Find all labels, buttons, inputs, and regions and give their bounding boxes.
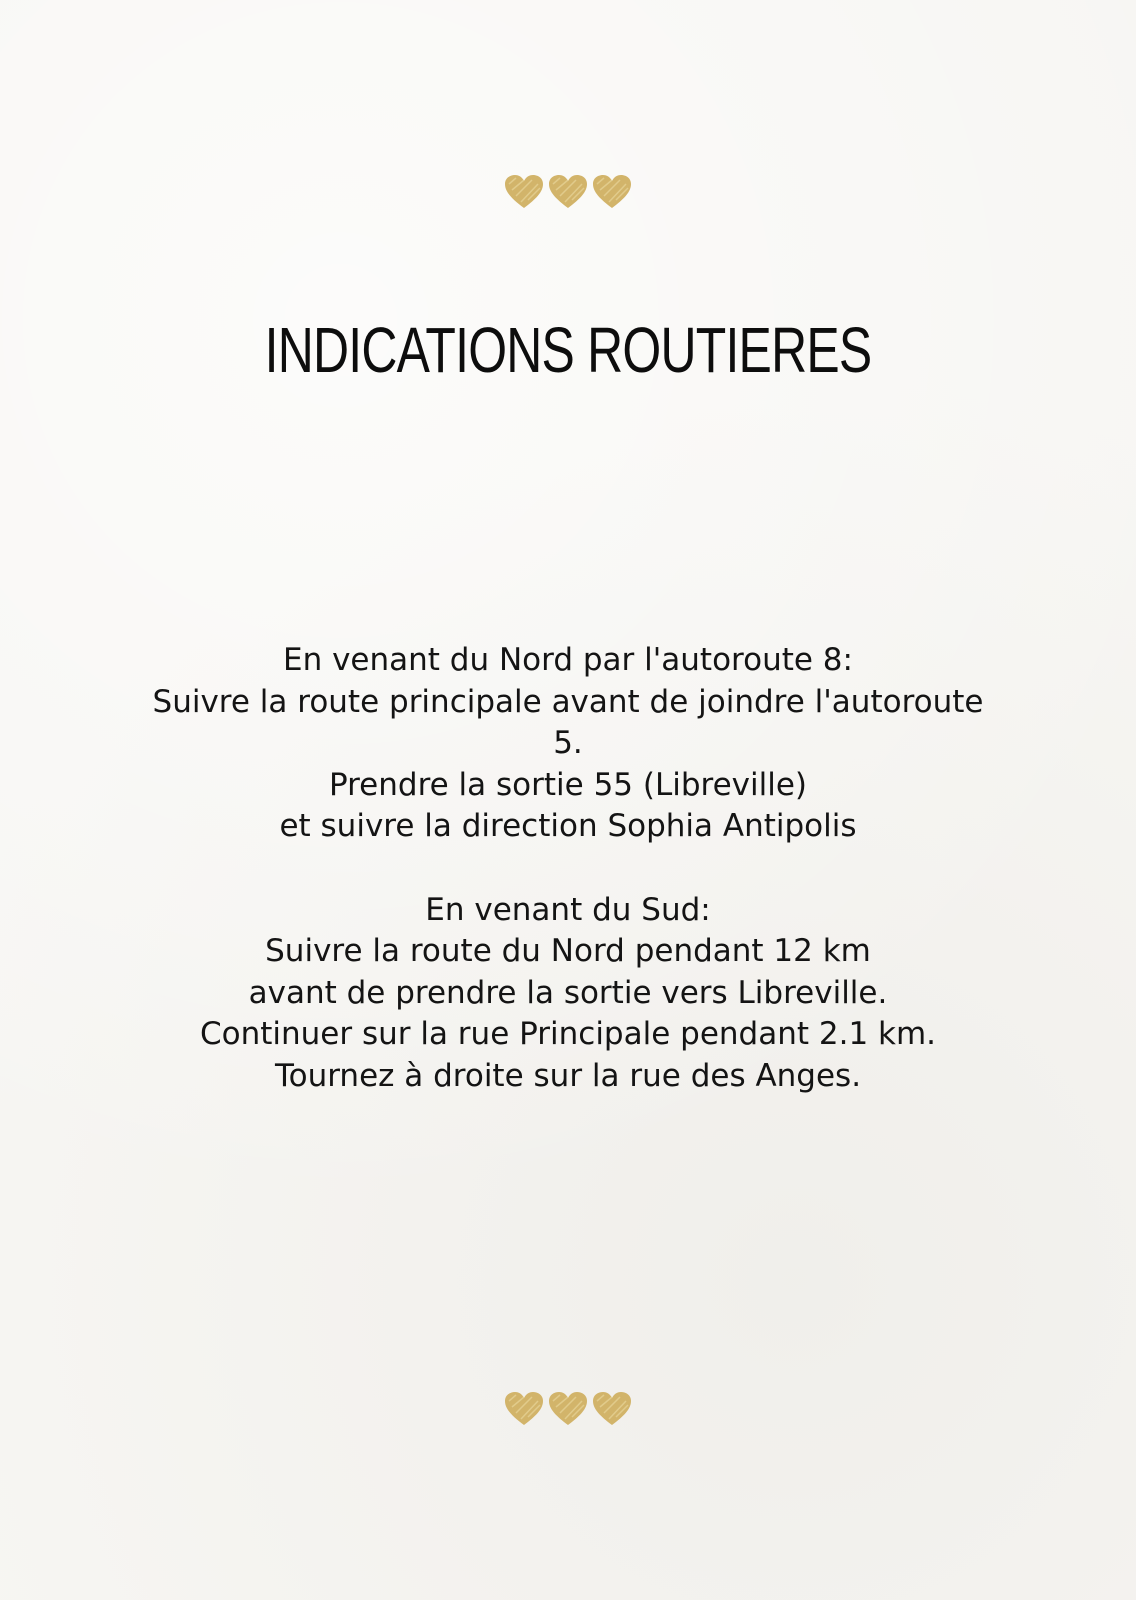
section-spacer [100, 848, 1036, 890]
gold-heart-icon [548, 174, 588, 210]
direction-line: Suivre la route principale avant de joindre l'autoroute [152, 683, 984, 720]
direction-line: Suivre la route du Nord pendant 12 km [265, 933, 871, 970]
top-hearts-ornament [0, 174, 1136, 210]
direction-line: Prendre la sortie 55 (Libreville) [328, 766, 808, 803]
section-heading: En venant du Sud: [425, 891, 711, 928]
gold-heart-icon [504, 174, 544, 210]
gold-heart-icon [592, 174, 632, 210]
gold-heart-icon [592, 1391, 632, 1427]
section-heading: En venant du Nord par l'autoroute 8: [283, 642, 853, 678]
direction-line: Continuer sur la rue Principale pendant 2.1 km. [199, 1016, 937, 1053]
bottom-hearts-ornament [0, 1391, 1136, 1427]
direction-line: avant de prendre la sortie vers Libreville. [248, 974, 888, 1011]
direction-line: et suivre la direction Sophia Antipolis [279, 808, 857, 845]
direction-line: 5. [553, 725, 583, 762]
page-title: INDICATIONS ROUTIERES [264, 314, 872, 386]
gold-heart-icon [504, 1391, 544, 1427]
direction-line: Tournez à droite sur la rue des Anges. [274, 1057, 862, 1094]
directions-text [100, 640, 1036, 1098]
gold-heart-icon [548, 1391, 588, 1427]
